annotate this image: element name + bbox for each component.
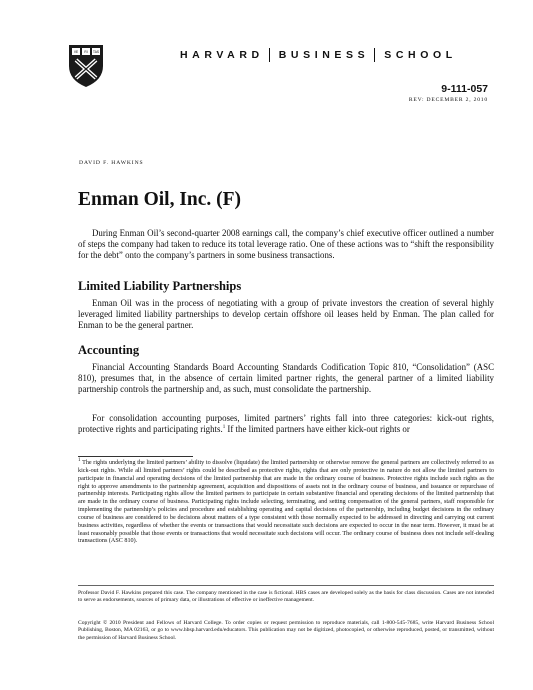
shield-motto-2: RI — [84, 50, 88, 55]
footnote-1 — [78, 457, 494, 546]
partnerships-text: Enman Oil was in the process of negotiating with a group of private investors the creation of several highly leveraged limited liability partnerships to develop certain offshore oil leases held by Enman. The plan called for Enman to be the general partner. — [78, 298, 494, 331]
shield-motto-3: TAS — [93, 50, 99, 55]
footer-separator — [78, 585, 494, 586]
accounting-paragraph-2 — [78, 413, 494, 435]
school-name-header — [180, 48, 490, 62]
footnote-marker: 1 — [78, 457, 81, 463]
accounting-paragraph-1 — [78, 362, 494, 395]
rights-continuation-text: If the limited partners have either kick-out rights or — [225, 424, 410, 435]
author-name: DAVID F. HAWKINS — [79, 160, 144, 166]
page-title: Enman Oil, Inc. (F) — [78, 189, 242, 210]
rights-categories-text: For consolidation accounting purposes, limited partners’ rights fall into three categories: kick-out rights, protective rights and participating rights. — [78, 413, 494, 435]
section-heading-accounting: Accounting — [78, 343, 140, 357]
footnote-text: The rights underlying the limited partners’ ability to dissolve (liquidate) the limited partnership or otherwise remove the general partners are collectively referred to as kick-out rights. While all limited partners’ rights could be described as protective rights, rights that are only protective in nature do not allow the limited partners to participate in financial and operating decisions of the limited partnership that are made in the ordinary course of business. Protective rights include such rights as the right to approve amendments to the partnership agreement, acquisition and dispositions of assets not in the ordinary course of business, and issuance or repurchase of partnership interests. Participating rights allow the limited partners to participate in certain substantive financial and operating decisions of the limited partnership that are made in the ordinary course of business. Participating rights include selecting, terminating, and setting compensation of the general partners, staff responsible for implementing the partnership’s policies and procedure and establishing operating and capital decisions of the partnership, including budget decisions in the ordinary course of business are considered to be decisions about matters of a type consistent with those normally expected to be addressed in directing and carrying out current business activities, regardless of whether the events or transactions that would necessitate such decisions are expected to occur in the near term. However, it must be at least reasonably possible that those events or transactions that would necessitate such decisions will occur. The ordinary course of business does not include self-dealing transactions (ASC 810). — [78, 460, 494, 545]
revision-date: REV: DECEMBER 2, 2010 — [408, 97, 488, 103]
copyright-notice: Copyright © 2010 President and Fellows of Harvard College. To order copies or request permission to reproduce materials, call 1-800-545-7685, write Harvard Business School Publishing, Boston, MA 02163, or go to www.hbsp.harvard.edu/educators. This publication may not be digitized, photocopied, or otherwise reproduced, posted, or transmitted, without the permission of Harvard Business School. — [78, 620, 494, 641]
school-word-business: BUSINESS — [278, 49, 370, 61]
intro-text: During Enman Oil’s second-quarter 2008 earnings call, the company’s chief executive officer outlined a number of steps the company had taken to reduce its total leverage ratio. One of these actions was to “shift the responsibility for the debt” onto the company’s partners in some business transactions. — [78, 228, 494, 261]
accounting-text-2 — [78, 413, 494, 435]
harvard-shield-logo — [68, 44, 104, 88]
header-divider — [269, 48, 270, 62]
footnote-separator — [78, 456, 193, 457]
intro-paragraph — [78, 228, 494, 261]
partnerships-paragraph — [78, 298, 494, 331]
section-heading-partnerships: Limited Liability Partnerships — [78, 279, 242, 293]
accounting-text-1: Financial Accounting Standards Board Accounting Standards Codification Topic 810, “Consolidation” (ASC 810), presumes that, in the absence of certain limited partner rights, the general partner of a limited liability partnership controls the partnership and, as such, must consolidate the partnership. — [78, 362, 494, 395]
case-number: 9-111-057 — [441, 83, 488, 95]
case-preparation-note: Professor David F. Hawkins prepared this case. The company mentioned in the case is fictional. HBS cases are developed solely as the basis for class discussion. Cases are not intended to serve as endorsements, sources of primary data, or illustrations of effective or ineffective management. — [78, 590, 494, 604]
footnote-reference[interactable]: 1 — [222, 425, 226, 431]
shield-motto-1: VE — [73, 50, 79, 55]
header-divider — [374, 48, 375, 62]
school-word-harvard: HARVARD — [180, 49, 264, 61]
school-word-school: SCHOOL — [384, 49, 457, 61]
